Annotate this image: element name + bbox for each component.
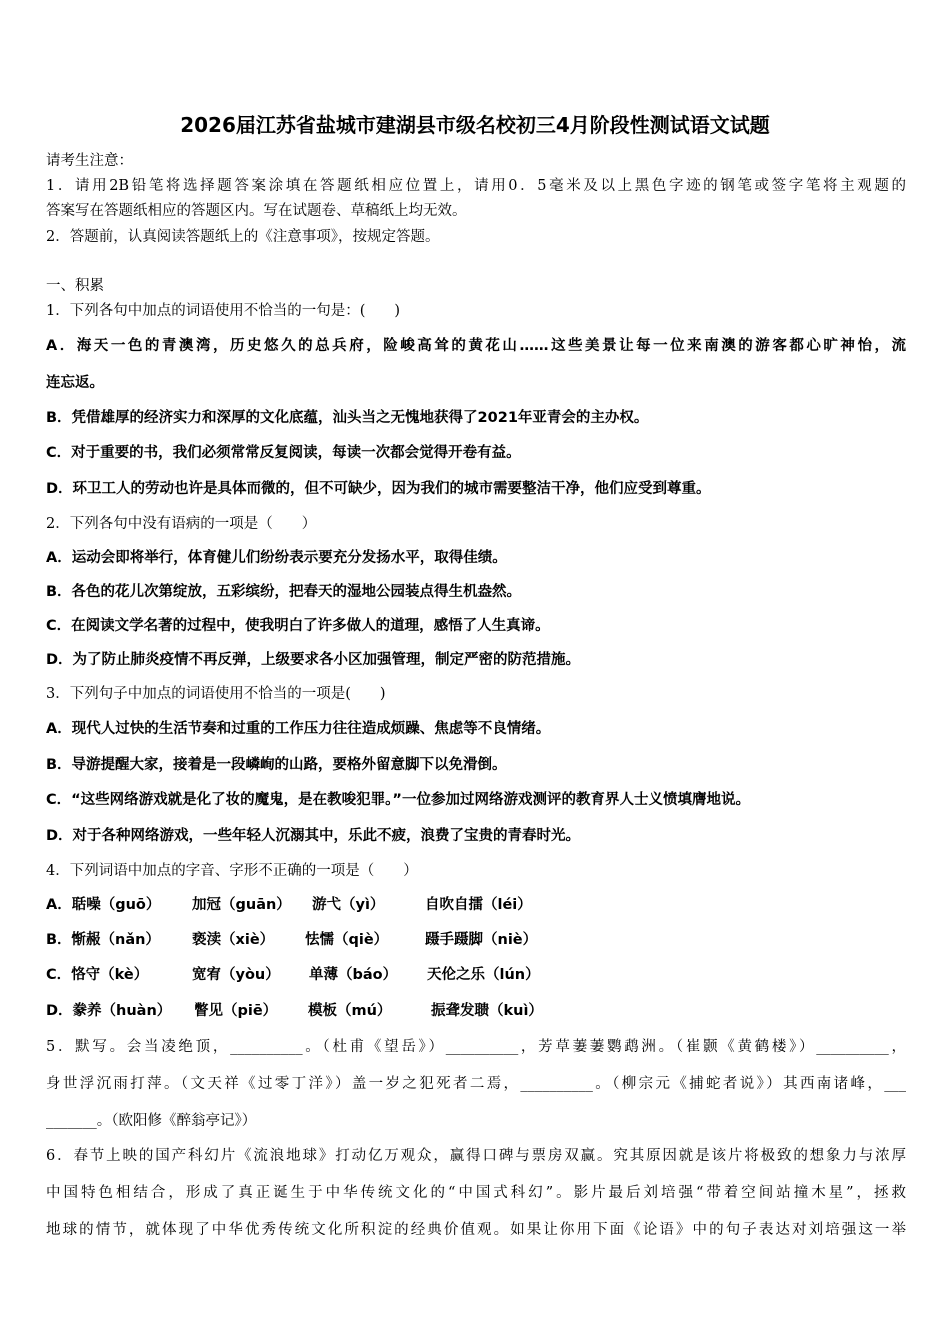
q1-option-a: A．海天一色的青澳湾，历史悠久的总兵府，险峻高耸的黄花山……这些美景让每一位来南澳的游客都心旷神怡，流 [46,338,906,354]
q3-stem: 3．下列句子中加点的词语使用不恰当的一项是( ) [46,686,386,702]
q4-a-word-1: A．聒噪（guō） [46,897,161,913]
q4-a-word-2: 加冠（guān） [192,897,291,913]
q2-option-d: D．为了防止肺炎疫情不再反弹，上级要求各小区加强管理，制定严密的防范措施。 [46,652,581,668]
q1-option-a-cont: 连忘返。 [46,375,104,391]
q4-b-word-4: 蹑手蹑脚（niè） [425,932,538,948]
q2-option-c: C．在阅读文学名著的过程中，使我明白了许多做人的道理，感悟了人生真谛。 [46,618,550,634]
q1-option-c: C．对于重要的书，我们必须常常反复阅读，每读一次都会觉得开卷有益。 [46,445,521,461]
q4-c-word-3: 单薄（báo） [309,967,398,983]
q4-d-word-1: D．豢养（huàn） [46,1003,172,1019]
q4-d-word-3: 模板（mú） [308,1003,392,1019]
q1-option-b: B．凭借雄厚的经济实力和深厚的文化底蕴，汕头当之无愧地获得了2021年亚青会的主办权。 [46,410,649,426]
q4-a-word-3: 游弋（yì） [312,897,385,913]
q3-option-d: D．对于各种网络游戏，一些年轻人沉溺其中，乐此不疲，浪费了宝贵的青春时光。 [46,828,581,844]
q4-b-word-3: 怯懦（qiè） [305,932,389,948]
q4-a-word-4: 自吹自擂（léi） [425,897,532,913]
q5-line-3: _______。（欧阳修《醉翁亭记》） [46,1113,257,1129]
q6-line-3: 地球的情节，就体现了中华优秀传统文化所积淀的经典价值观。如果让你用下面《论语》中的句子表达对刘培强这一举 [46,1222,906,1238]
notice-item-1-cont: 答案写在答题纸相应的答题区内。写在试题卷、草稿纸上均无效。 [46,203,467,219]
q4-stem: 4．下列词语中加点的字音、字形不正确的一项是（ ） [46,863,418,879]
q4-c-word-4: 天伦之乐（lún） [427,967,540,983]
q4-b-word-1: B．惭赧（nǎn） [46,932,160,948]
page-title: 2026届江苏省盐城市建湖县市级名校初三4月阶段性测试语文试题 [180,113,770,137]
q4-c-word-2: 宽宥（yòu） [192,967,280,983]
q3-option-b: B．导游提醒大家，接着是一段嶙峋的山路，要格外留意脚下以免滑倒。 [46,757,507,773]
section-heading: 一、积累 [46,278,104,294]
q1-stem: 1．下列各句中加点的词语使用不恰当的一句是：( ) [46,303,401,319]
q5-line-1: 5．默写。会当凌绝顶，__________。（杜甫《望岳》）__________，芳草萋萋鹦鹉洲。（崔颢《黄鹤楼》）__________， [46,1039,906,1055]
q6-line-2: 中国特色相结合，形成了真正诞生于中华传统文化的“中国式科幻”。影片最后刘培强“带着空间站撞木星”，拯救 [46,1185,906,1201]
q5-line-2: 身世浮沉雨打萍。（文天祥《过零丁洋》）盖一岁之犯死者二焉，__________。（柳宗元《捕蛇者说》）其西南诸峰，___ [46,1076,906,1092]
notice-item-2: 2．答题前，认真阅读答题纸上的《注意事项》，按规定答题。 [46,229,440,245]
notice-item-1: 1．请用2B铅笔将选择题答案涂填在答题纸相应位置上，请用0．5毫米及以上黑色字迹的钢笔或签字笔将主观题的 [46,178,906,194]
q6-line-1: 6．春节上映的国产科幻片《流浪地球》打动亿万观众，赢得口碑与票房双赢。究其原因就是该片将极致的想象力与浓厚 [46,1148,906,1164]
q4-d-word-2: 瞥见（piē） [194,1003,278,1019]
q4-c-word-1: C．恪守（kè） [46,967,149,983]
q3-option-c: C．“这些网络游戏就是化了妆的魔鬼，是在教唆犯罪。”一位参加过网络游戏测评的教育界人士义愤填膺地说。 [46,792,750,808]
q2-option-a: A．运动会即将举行，体育健儿们纷纷表示要充分发扬水平，取得佳绩。 [46,550,507,566]
q4-d-word-4: 振聋发聩（kuì） [431,1003,543,1019]
q4-b-word-2: 亵渎（xiè） [192,932,275,948]
q2-stem: 2．下列各句中没有语病的一项是（ ） [46,516,317,532]
q3-option-a: A．现代人过快的生活节奏和过重的工作压力往往造成烦躁、焦虑等不良情绪。 [46,721,551,737]
q2-option-b: B．各色的花儿次第绽放，五彩缤纷，把春天的湿地公园装点得生机盎然。 [46,584,522,600]
q1-option-d: D．环卫工人的劳动也许是具体而微的，但不可缺少，因为我们的城市需要整洁干净，他们应受到尊重。 [46,481,711,497]
notice-heading: 请考生注意： [46,153,133,169]
